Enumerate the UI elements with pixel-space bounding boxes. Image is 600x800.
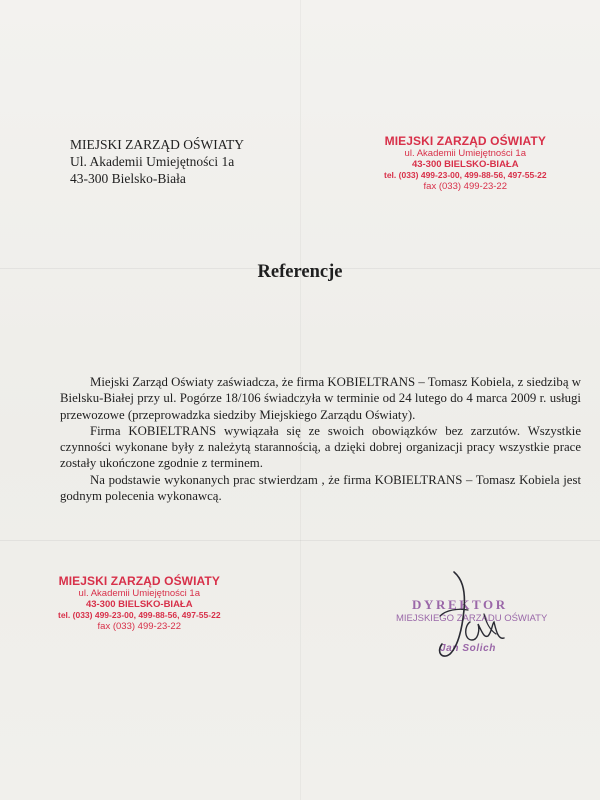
stamp-title: MIEJSKI ZARZĄD OŚWIATY — [58, 574, 220, 588]
stamp-street: ul. Akademii Umiejętności 1a — [78, 588, 200, 599]
body-paragraph-2: Firma KOBIELTRANS wywiązała się ze swoich obowiązków bez zarzutów. Wszystkie czynności wykonane były z należytą starannością, a dzięki dobrej organizacji pracy wszystkie prace zostały ukończone zgodnie z terminem. — [60, 423, 581, 471]
sender-name: MIEJSKI ZARZĄD OŚWIATY — [70, 137, 244, 152]
stamp-fax: fax (033) 499-23-22 — [97, 621, 181, 632]
office-stamp-top — [384, 134, 547, 192]
sender-address-block — [70, 136, 244, 187]
stamp-city: 43-300 BIELSKO-BIAŁA — [85, 599, 193, 610]
stamp-street: ul. Akademii Umiejętności 1a — [404, 148, 526, 159]
stamp-phone: tel. (033) 499-23-00, 499-88-56, 497-55-22 — [58, 610, 221, 620]
stamp-city: 43-300 BIELSKO-BIAŁA — [411, 159, 519, 170]
stamp-director-org: MIEJSKIEGO ZARZĄDU OŚWIATY — [396, 613, 548, 624]
stamp-fax: fax (033) 499-23-22 — [423, 181, 507, 192]
document-title: Referencje — [257, 262, 343, 282]
stamp-director-title: DYREKTOR — [412, 597, 508, 612]
body-paragraph-1: Miejski Zarząd Oświaty zaświadcza, że firma KOBIELTRANS – Tomasz Kobiela, z siedzibą w Bielsku-Białej przy ul. Pogórze 18/106 świadczyła w terminie od 24 lutego do 4 marca 2009 r. usługi przewozowe (przeprowadzka siedziby Miejskiego Zarządu Oświaty). — [60, 375, 581, 422]
stamp-director-name: Jan Solich — [440, 643, 497, 654]
office-stamp-bottom — [58, 574, 221, 632]
body-paragraph-3: Na podstawie wykonanych prac stwierdzam , że firma KOBIELTRANS – Tomasz Kobiela jest godnym polecenia wykonawcą. — [60, 472, 581, 504]
document-body — [60, 374, 581, 504]
director-signature-stamp — [378, 570, 578, 680]
sender-city: 43-300 Bielsko-Biała — [70, 171, 186, 186]
sender-street: Ul. Akademii Umiejętności 1a — [70, 154, 235, 169]
stamp-title: MIEJSKI ZARZĄD OŚWIATY — [384, 134, 546, 148]
handwritten-signature — [378, 570, 578, 680]
stamp-phone: tel. (033) 499-23-00, 499-88-56, 497-55-22 — [384, 170, 547, 180]
